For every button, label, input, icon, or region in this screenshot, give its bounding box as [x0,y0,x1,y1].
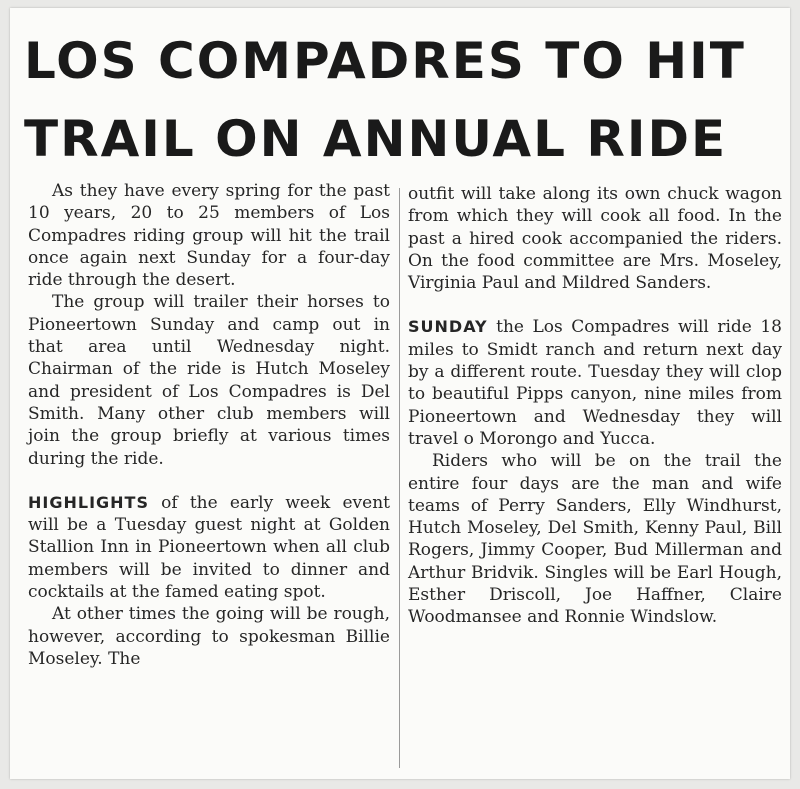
paragraph: The group will trailer their horses to Pioneertown Sunday and camp out in that area until Wednesday night. Chairman of the ride is Hutch Moseley and president of Los Compadres is Del Smith. Many other club members will join the group briefly at various times during the ride. [28,292,390,469]
paragraph [28,492,390,603]
lead-word: HIGHLIGHTS [28,492,149,512]
newspaper-clipping [10,8,790,779]
paragraph-gap [28,470,390,492]
paragraph-text: of the early week event will be a Tuesday guest night at Golden Stallion Inn in Pioneertown when all club members will be invited to dinner and cocktails at the famed eating spot. [28,492,390,603]
headline-line-1: LOS COMPADRES TO HIT [24,32,746,90]
right-column [408,183,782,629]
paragraph-gap [408,294,782,316]
column-rule [399,188,400,768]
paragraph: As they have every spring for the past 10 years, 20 to 25 members of Los Compadres riding group will hit the trail once again next Sunday for a four-day ride through the desert. [28,181,390,291]
paragraph: At other times the going will be rough, however, according to spokesman Billie Moseley. The [28,604,390,669]
lead-word: SUNDAY [408,317,488,337]
paragraph-text: the Los Compadres will ride 18 miles to Smidt ranch and return next day by a different route. Tuesday they will clop to beautiful Pipps canyon, nine miles from Pioneertown and Wednesday they will travel o Morongo and Yucca. [408,317,782,449]
paragraph: Riders who will be on the trail the entire four days are the man and wife teams of Perry Sanders, Elly Windhurst, Hutch Moseley, Del Smith, Kenny Paul, Bill Rogers, Jimmy Cooper, Bud Millerman and Arthur Bridvik. Singles will be Earl Hough, Esther Driscoll, Joe Haffner, Claire Woodmansee and Ronnie Windslow. [408,451,782,628]
paragraph [408,316,782,450]
paragraph: outfit will take along its own chuck wagon from which they will cook all food. In the past a hired cook accompanied the riders. On the food committee are Mrs. Moseley, Virginia Paul and Mildred Sanders. [408,184,782,294]
left-column [28,180,390,670]
headline [24,22,776,178]
headline-line-2: TRAIL ON ANNUAL RIDE [24,110,728,168]
